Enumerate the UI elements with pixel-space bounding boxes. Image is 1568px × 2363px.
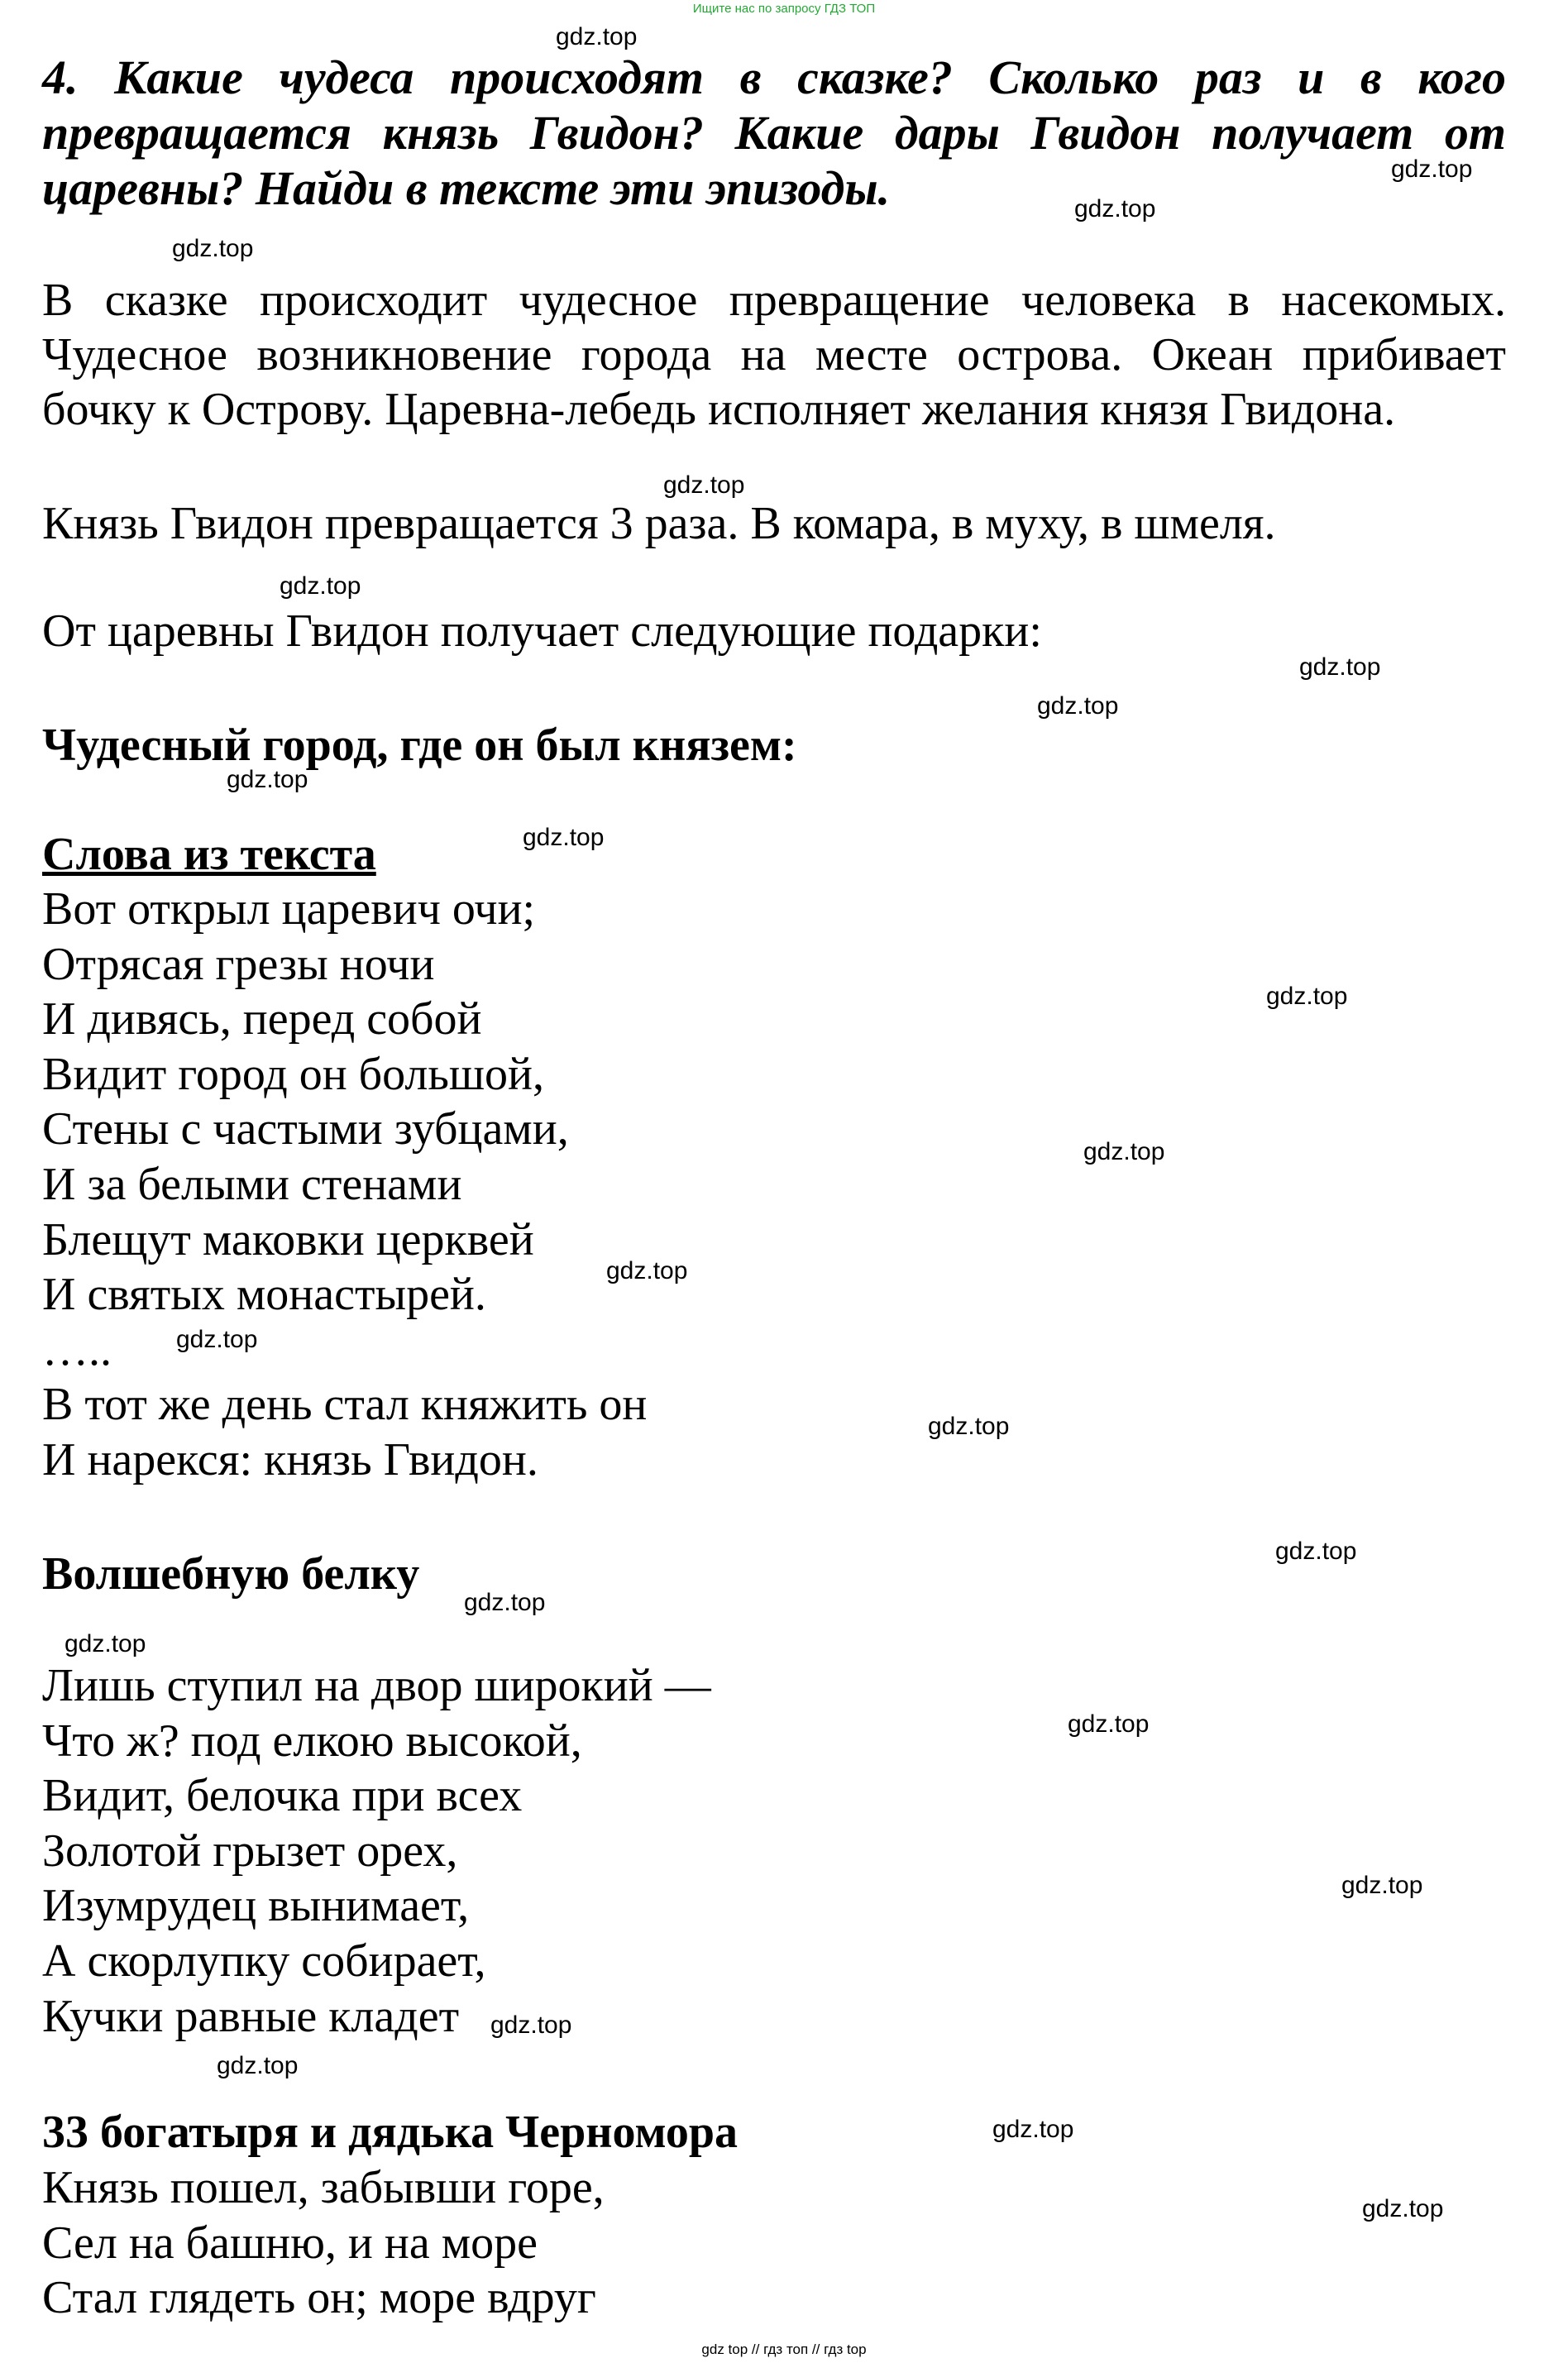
poem-line: И за белыми стенами <box>42 1158 462 1210</box>
watermark: gdz.top <box>217 2052 299 2079</box>
answer-paragraph-gifts: От царевны Гвидон получает следующие подарки: <box>42 605 1042 657</box>
watermark: gdz.top <box>992 2116 1074 2143</box>
footer-note: gdz top // гдз топ // гдз top <box>701 2341 867 2357</box>
watermark: gdz.top <box>1299 653 1381 681</box>
heading-33-heroes: 33 богатыря и дядька Черномора <box>42 2107 739 2158</box>
poem-line: Лишь ступил на двор широкий — <box>42 1660 711 1711</box>
answer-paragraph-miracles: В сказке происходит чудесное превращение человека в насекомых. Чудесное возникновение города на месте острова. Океан прибивает бочку к Острову. Царевна-лебедь исполняет желания князя Гвидона. <box>42 275 1506 435</box>
answer-paragraph-transformations: Князь Гвидон превращается 3 раза. В комара, в муху, в шмеля. <box>42 498 1276 549</box>
question-text: 4. Какие чудеса происходят в сказке? Сколько раз и в кого превращается князь Гвидон? Какие дары Гвидон получает от царевны? Найди в тексте эти эпизоды. <box>42 50 1506 215</box>
poem-line: Что ж? под елкою высокой, <box>42 1715 582 1767</box>
watermark: gdz.top <box>490 2011 572 2039</box>
top-note: Ищите нас по запросу ГДЗ ТОП <box>692 2 876 16</box>
watermark: gdz.top <box>663 471 745 499</box>
poem-line: Сел на башню, и на море <box>42 2217 538 2269</box>
poem-line: Видит, белочка при всех <box>42 1770 523 1822</box>
poem-squirrel <box>42 1658 1506 2044</box>
heading-wonderful-city: Чудесный город, где он был князем: <box>42 720 797 771</box>
poem-ellipsis: ….. <box>42 1323 112 1375</box>
watermark: gdz.top <box>65 1630 146 1657</box>
watermark: gdz.top <box>1362 2195 1444 2222</box>
poem-line: А скорлупку собирает, <box>42 1935 486 1987</box>
poem-line: Стал глядеть он; море вдруг <box>42 2272 596 2324</box>
watermark: gdz.top <box>1266 983 1348 1010</box>
watermark: gdz.top <box>280 572 361 600</box>
heading-magic-squirrel: Волшебную белку <box>42 1548 420 1600</box>
poem-line: Видит город он большой, <box>42 1048 545 1100</box>
watermark: gdz.top <box>1068 1710 1150 1738</box>
watermark: gdz.top <box>606 1257 688 1284</box>
watermark: gdz.top <box>464 1589 546 1616</box>
watermark: gdz.top <box>1083 1138 1165 1165</box>
poem-line: Отрясая грезы ночи <box>42 938 435 990</box>
watermark: gdz.top <box>176 1326 258 1353</box>
poem-line: Золотой грызет орех, <box>42 1825 458 1877</box>
poem-line: И дивясь, перед собой <box>42 993 482 1045</box>
poem-line: Вот открыл царевич очи; <box>42 883 536 935</box>
subheading-words-from-text: Слова из текста <box>42 829 376 880</box>
watermark: gdz.top <box>1037 692 1119 720</box>
watermark: gdz.top <box>1275 1538 1357 1565</box>
poem-line: Стены с частыми зубцами, <box>42 1103 569 1155</box>
watermark: gdz.top <box>556 23 638 50</box>
poem-line: Блещут маковки церквей <box>42 1213 534 1265</box>
watermark: gdz.top <box>523 824 605 851</box>
poem-line: И нарекся: князь Гвидон. <box>42 1433 538 1485</box>
watermark: gdz.top <box>227 766 308 793</box>
watermark: gdz.top <box>928 1413 1010 1440</box>
poem-line: И святых монастырей. <box>42 1269 486 1321</box>
watermark: gdz.top <box>172 235 254 262</box>
poem-line: В тот же день стал княжить он <box>42 1379 648 1431</box>
poem-heroes <box>42 2160 1506 2326</box>
watermark: gdz.top <box>1391 155 1473 183</box>
poem-line: Изумрудец вынимает, <box>42 1880 470 1932</box>
watermark: gdz.top <box>1341 1872 1423 1899</box>
poem-line: Кучки равные кладет <box>42 1990 460 2042</box>
watermark: gdz.top <box>1074 195 1156 222</box>
poem-city <box>42 882 1506 1488</box>
poem-line: Князь пошел, забывши горе, <box>42 2162 605 2213</box>
